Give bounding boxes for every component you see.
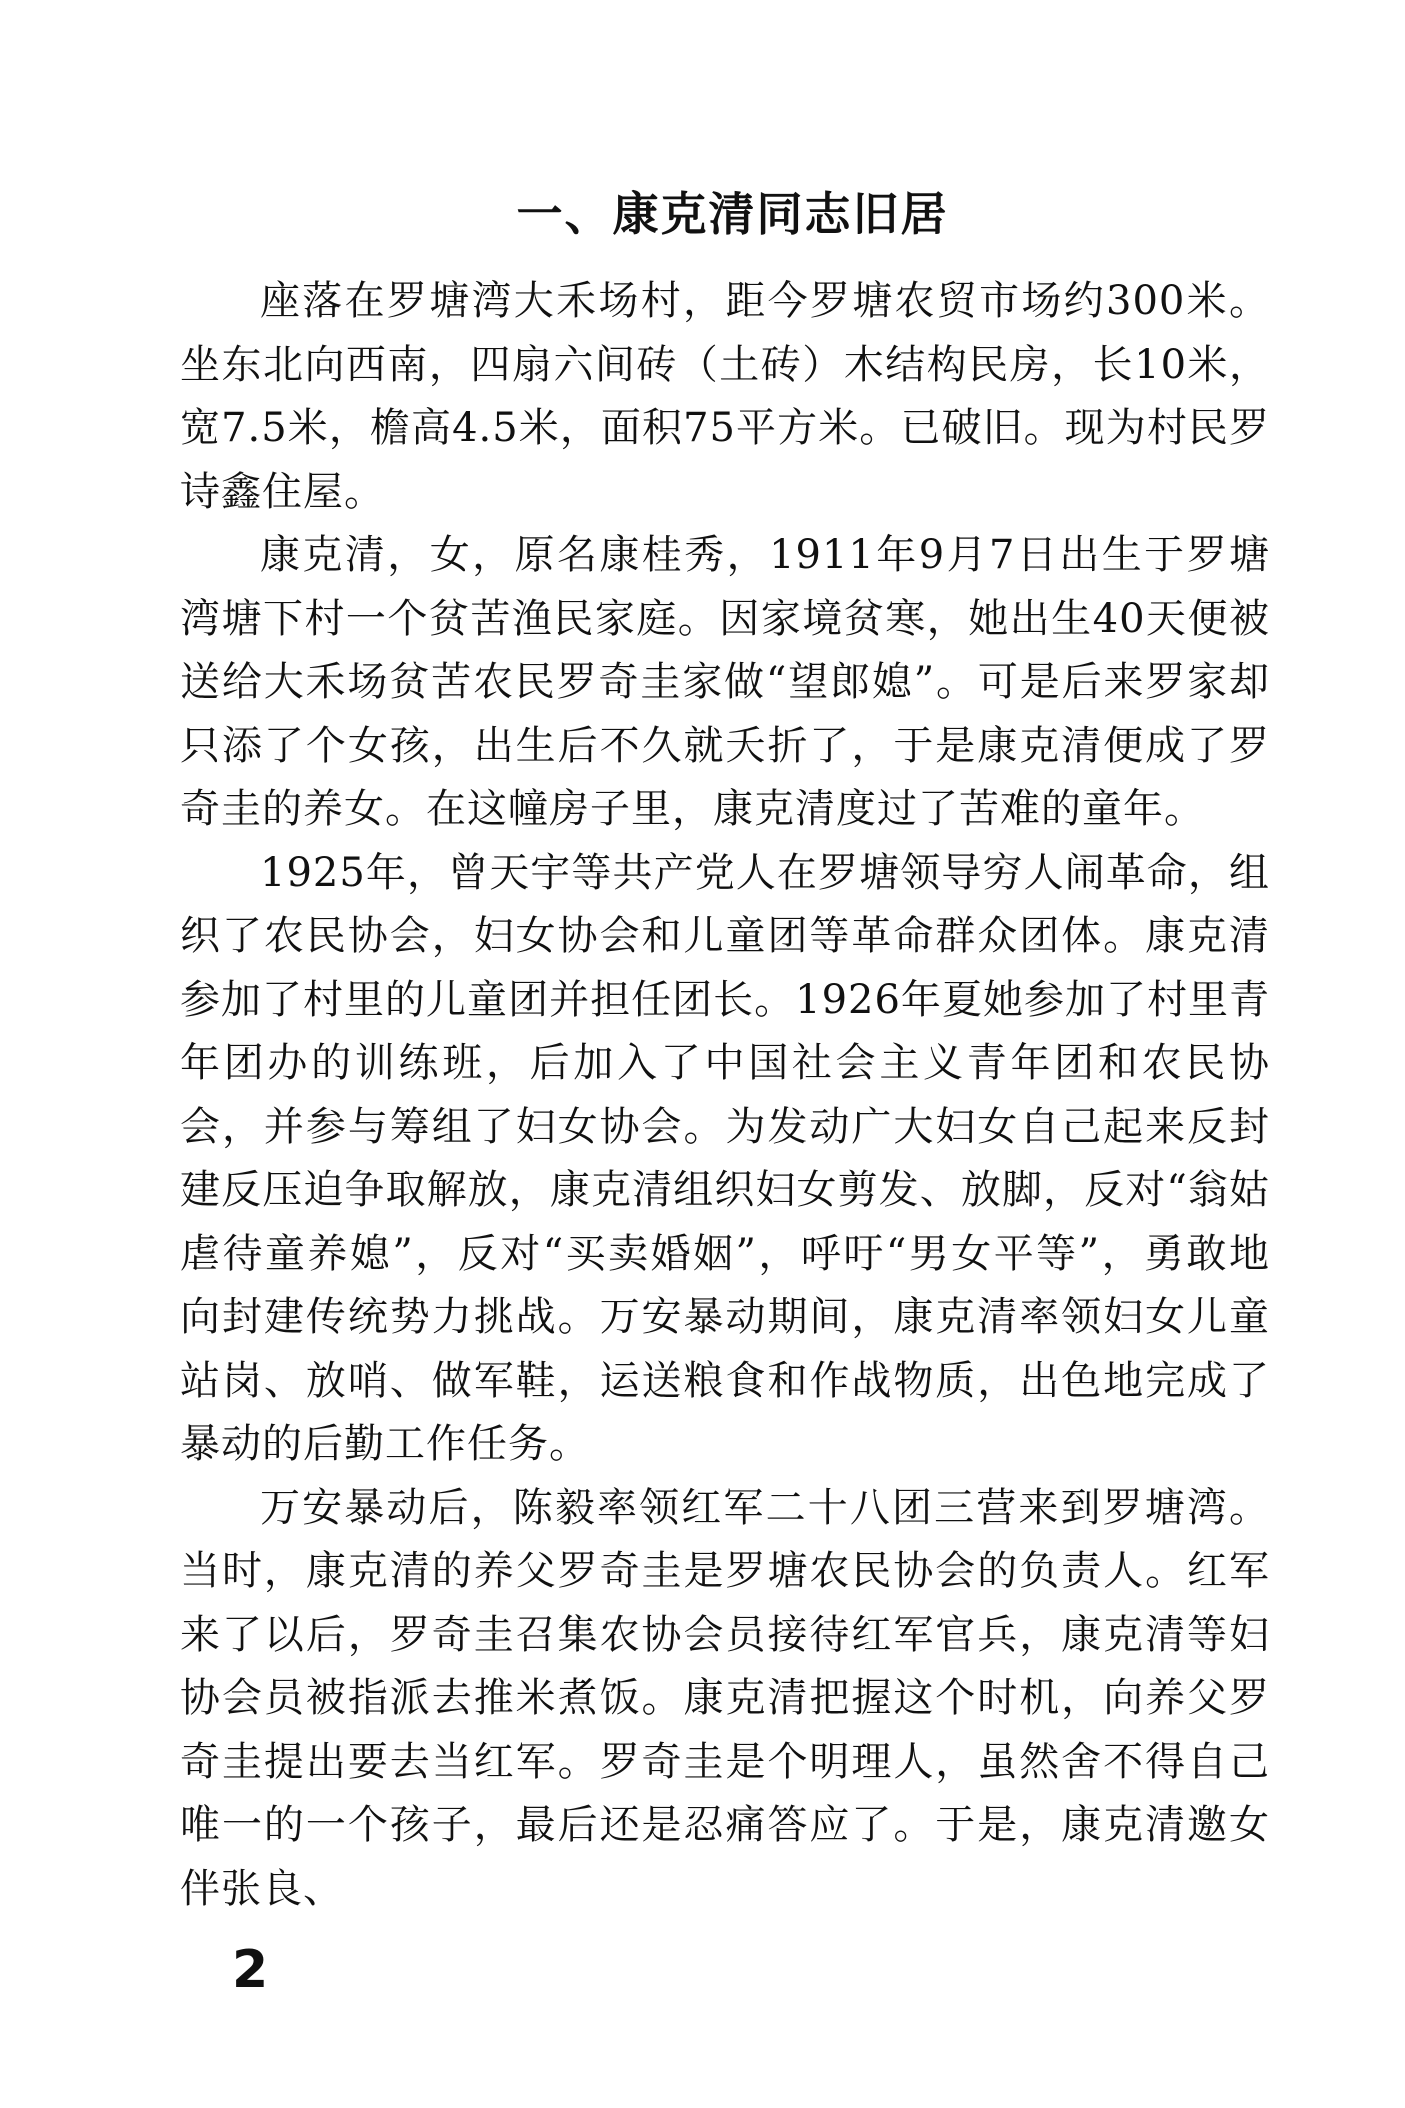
paragraph-3: 1925年，曾天宇等共产党人在罗塘领导穷人闹革命，组织了农民协会，妇女协会和儿童团等革命群众团体。康克清参加了村里的儿童团并担任团长。1926年夏她参加了村里青年团办的训练班，后加入了中国社会主义青年团和农民协会，并参与筹组了妇女协会。为发动广大妇女自己起来反封建反压迫争取解放，康克清组织妇女剪发、放脚，反对“翁姑虐待童养媳”，反对“买卖婚姻”，呼吁“男女平等”，勇敢地向封建传统势力挑战。万安暴动期间，康克清率领妇女儿童站岗、放哨、做军鞋，运送粮食和作战物质，出色地完成了暴动的后勤工作任务。 <box>180 849 1270 1467</box>
page-number: 2 <box>232 1940 269 2000</box>
section-title: 一、康克清同志旧居 <box>516 187 949 241</box>
body-text <box>180 270 1270 1921</box>
paragraph-1: 座落在罗塘湾大禾场村，距今罗塘农贸市场约300米。坐东北向西南，四扇六间砖（土砖）木结构民房，长10米，宽7.5米，檐高4.5米，面积75平方米。已破旧。现为村民罗诗鑫住屋。 <box>180 278 1270 515</box>
paragraph-2: 康克清，女，原名康桂秀，1911年9月7日出生于罗塘湾塘下村一个贫苦渔民家庭。因家境贫寒，她出生40天便被送给大禾场贫苦农民罗奇圭家做“望郎媳”。可是后来罗家却只添了个女孩，出生后不久就夭折了，于是康克清便成了罗奇圭的养女。在这幢房子里，康克清度过了苦难的童年。 <box>180 532 1270 832</box>
paragraph-4: 万安暴动后，陈毅率领红军二十八团三营来到罗塘湾。当时，康克清的养父罗奇圭是罗塘农民协会的负责人。红军来了以后，罗奇圭召集农协会员接待红军官兵，康克清等妇协会员被指派去推米煮饭。康克清把握这个时机，向养父罗奇圭提出要去当红军。罗奇圭是个明理人，虽然舍不得自己唯一的一个孩子，最后还是忍痛答应了。于是，康克清邀女伴张良、 <box>180 1484 1270 1912</box>
